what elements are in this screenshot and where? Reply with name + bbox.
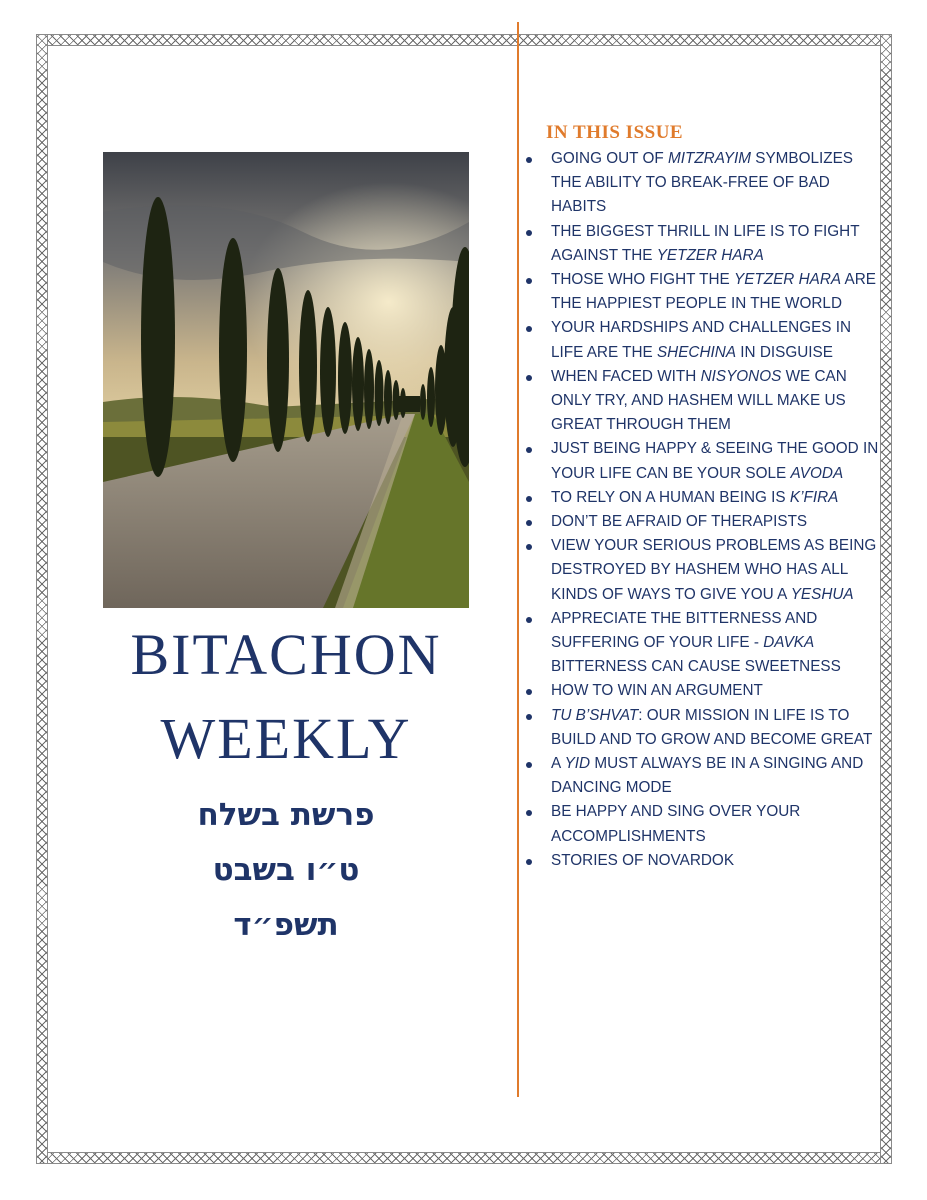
issue-item-text: WHEN FACED WITH	[551, 367, 701, 385]
issue-item-text: VIEW YOUR SERIOUS PROBLEMS AS BEING DESTROYED BY HASHEM WHO HAS ALL KINDS OF WAYS TO GIVE YOU A	[551, 537, 877, 603]
border-top	[36, 34, 892, 46]
issue-item-text: APPRECIATE THE BITTERNESS AND SUFFERING OF YOUR LIFE -	[551, 609, 818, 652]
issue-item	[551, 268, 881, 316]
issue-item-text: SYMBOLIZES THE ABILITY TO BREAK-FREE OF BAD HABITS	[551, 150, 854, 216]
issue-item-italic-term: YESHUA	[790, 585, 854, 603]
issue-item	[551, 510, 881, 534]
issue-item-text: : OUR MISSION IN LIFE IS TO BUILD AND TO GROW AND BECOME GREAT	[551, 706, 873, 748]
issue-item-italic-term: TU B’SHVAT	[551, 706, 639, 724]
issue-item-text: TO RELY ON A HUMAN BEING IS	[551, 488, 790, 506]
issue-item-italic-term: DAVKA	[763, 634, 815, 652]
issue-item-text: DON’T BE AFRAID OF THERAPISTS	[551, 513, 808, 531]
hebrew-year: תשפ״ד	[233, 907, 339, 943]
border-left	[36, 34, 48, 1164]
issue-item-text: GOING OUT OF	[551, 150, 668, 167]
issue-item-italic-term: AVODA	[790, 464, 844, 482]
issue-item-italic-term: MITZRAYIM	[668, 150, 751, 167]
issue-item	[551, 486, 881, 510]
cover-photo	[103, 152, 469, 608]
cypress-road-photo-icon	[103, 152, 469, 608]
border-right	[880, 34, 892, 1164]
masthead-title-line2: WEEKLY	[160, 706, 412, 771]
issue-item-italic-term: NISYONOS	[700, 367, 782, 385]
issue-item-italic-term: YID	[564, 755, 591, 773]
issue-item	[551, 365, 881, 438]
border-bottom	[36, 1152, 892, 1164]
issue-item	[551, 849, 881, 873]
issue-item	[551, 752, 881, 800]
issue-item-text: IN DISGUISE	[736, 343, 833, 361]
issue-item	[551, 534, 881, 607]
issue-item-text: YOUR HARDSHIPS AND CHALLENGES IN LIFE ARE THE	[551, 319, 852, 361]
issue-item-text: JUST BEING HAPPY & SEEING THE GOOD IN YOUR LIFE CAN BE YOUR SOLE	[551, 440, 879, 482]
issue-item-text: ARE THE HAPPIEST PEOPLE IN THE WORLD	[551, 271, 876, 313]
issue-item-italic-term: SHECHINA	[656, 343, 737, 361]
issue-item	[551, 437, 881, 485]
issue-item	[551, 607, 881, 680]
in-this-issue-list	[551, 147, 881, 873]
issue-item-text: A	[551, 755, 565, 773]
issue-item	[551, 704, 881, 752]
in-this-issue-heading: IN THIS ISSUE	[546, 122, 684, 143]
issue-item-text: STORIES OF NOVARDOK	[551, 851, 735, 869]
issue-item	[551, 220, 881, 268]
issue-item	[551, 679, 881, 703]
hebrew-date: ט״ו בשבט	[212, 852, 360, 888]
issue-item-text: HOW TO WIN AN ARGUMENT	[551, 682, 763, 700]
issue-item	[551, 147, 881, 220]
column-divider	[517, 22, 519, 1097]
issue-item-italic-term: K’FIRA	[789, 488, 839, 506]
issue-item-text: THOSE WHO FIGHT THE	[551, 271, 735, 289]
issue-item-text: THE BIGGEST THRILL IN LIFE IS TO FIGHT AGAINST THE	[551, 222, 860, 264]
issue-item	[551, 800, 881, 848]
issue-item-text: WE CAN ONLY TRY, AND HASHEM WILL MAKE US GREAT THROUGH THEM	[551, 367, 847, 434]
issue-item-text: BITTERNESS CAN CAUSE SWEETNESS	[551, 658, 841, 676]
masthead-title-line1: BITACHON	[130, 622, 442, 687]
issue-item	[551, 316, 881, 364]
issue-item-text: MUST ALWAYS BE IN A SINGING AND DANCING MODE	[551, 755, 864, 797]
hebrew-parsha: פרשת בשלח	[197, 797, 375, 833]
issue-item-italic-term: YETZER HARA	[734, 271, 842, 289]
issue-item-text: BE HAPPY AND SING OVER YOUR ACCOMPLISHMENTS	[551, 803, 801, 845]
issue-item-italic-term: YETZER HARA	[656, 246, 764, 264]
